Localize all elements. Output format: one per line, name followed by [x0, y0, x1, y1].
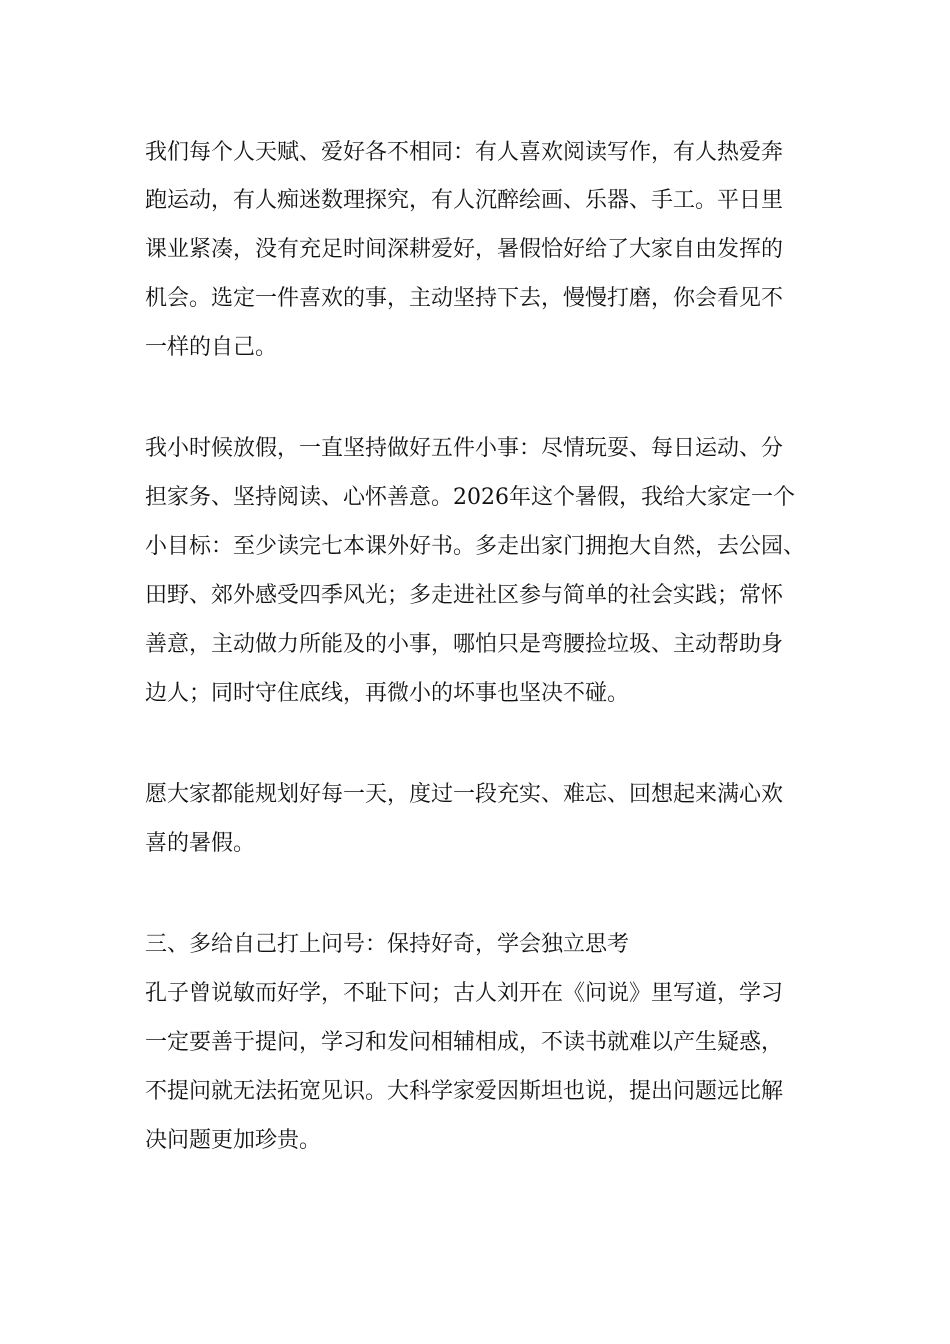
- paragraph-2-line-2: 担家务、坚持阅读、心怀善意。2026年这个暑假，我给大家定一个: [145, 485, 795, 510]
- paragraph-4-line-3: 不提问就无法拓宽见识。大科学家爱因斯坦也说，提出问题远比解: [145, 1079, 784, 1104]
- paragraph-3-line-2: 喜的暑假。: [145, 831, 256, 856]
- paragraph-1-line-2: 跑运动，有人痴迷数理探究，有人沉醉绘画、乐器、手工。平日里: [145, 188, 784, 213]
- paragraph-1-line-1: 我们每个人天赋、爱好各不相同：有人喜欢阅读写作，有人热爱奔: [145, 140, 784, 165]
- paragraph-2-line-5: 善意，主动做力所能及的小事，哪怕只是弯腰捡垃圾、主动帮助身: [145, 632, 784, 657]
- paragraph-3-line-1: 愿大家都能规划好每一天，度过一段充实、难忘、回想起来满心欢: [145, 782, 784, 807]
- paragraph-1-line-4: 机会。选定一件喜欢的事，主动坚持下去，慢慢打磨，你会看见不: [145, 286, 784, 311]
- paragraph-1-line-3: 课业紧凑，没有充足时间深耕爱好，暑假恰好给了大家自由发挥的: [145, 237, 784, 262]
- section-heading: 三、多给自己打上问号：保持好奇，学会独立思考: [145, 932, 630, 957]
- paragraph-2-line-1: 我小时候放假，一直坚持做好五件小事：尽情玩耍、每日运动、分: [145, 436, 784, 461]
- paragraph-4-line-2: 一定要善于提问，学习和发问相辅相成，不读书就难以产生疑惑，: [145, 1030, 784, 1055]
- paragraph-2-line-4: 田野、郊外感受四季风光；多走进社区参与简单的社会实践；常怀: [145, 583, 784, 608]
- paragraph-4-line-4: 决问题更加珍贵。: [145, 1128, 322, 1153]
- paragraph-2-line-6: 边人；同时守住底线，再微小的坏事也坚决不碰。: [145, 681, 630, 706]
- paragraph-4-line-1: 孔子曾说敏而好学，不耻下问；古人刘开在《问说》里写道，学习: [145, 981, 784, 1006]
- paragraph-1-line-5: 一样的自己。: [145, 335, 278, 360]
- paragraph-2-line-3: 小目标：至少读完七本课外好书。多走出家门拥抱大自然，去公园、: [145, 534, 806, 559]
